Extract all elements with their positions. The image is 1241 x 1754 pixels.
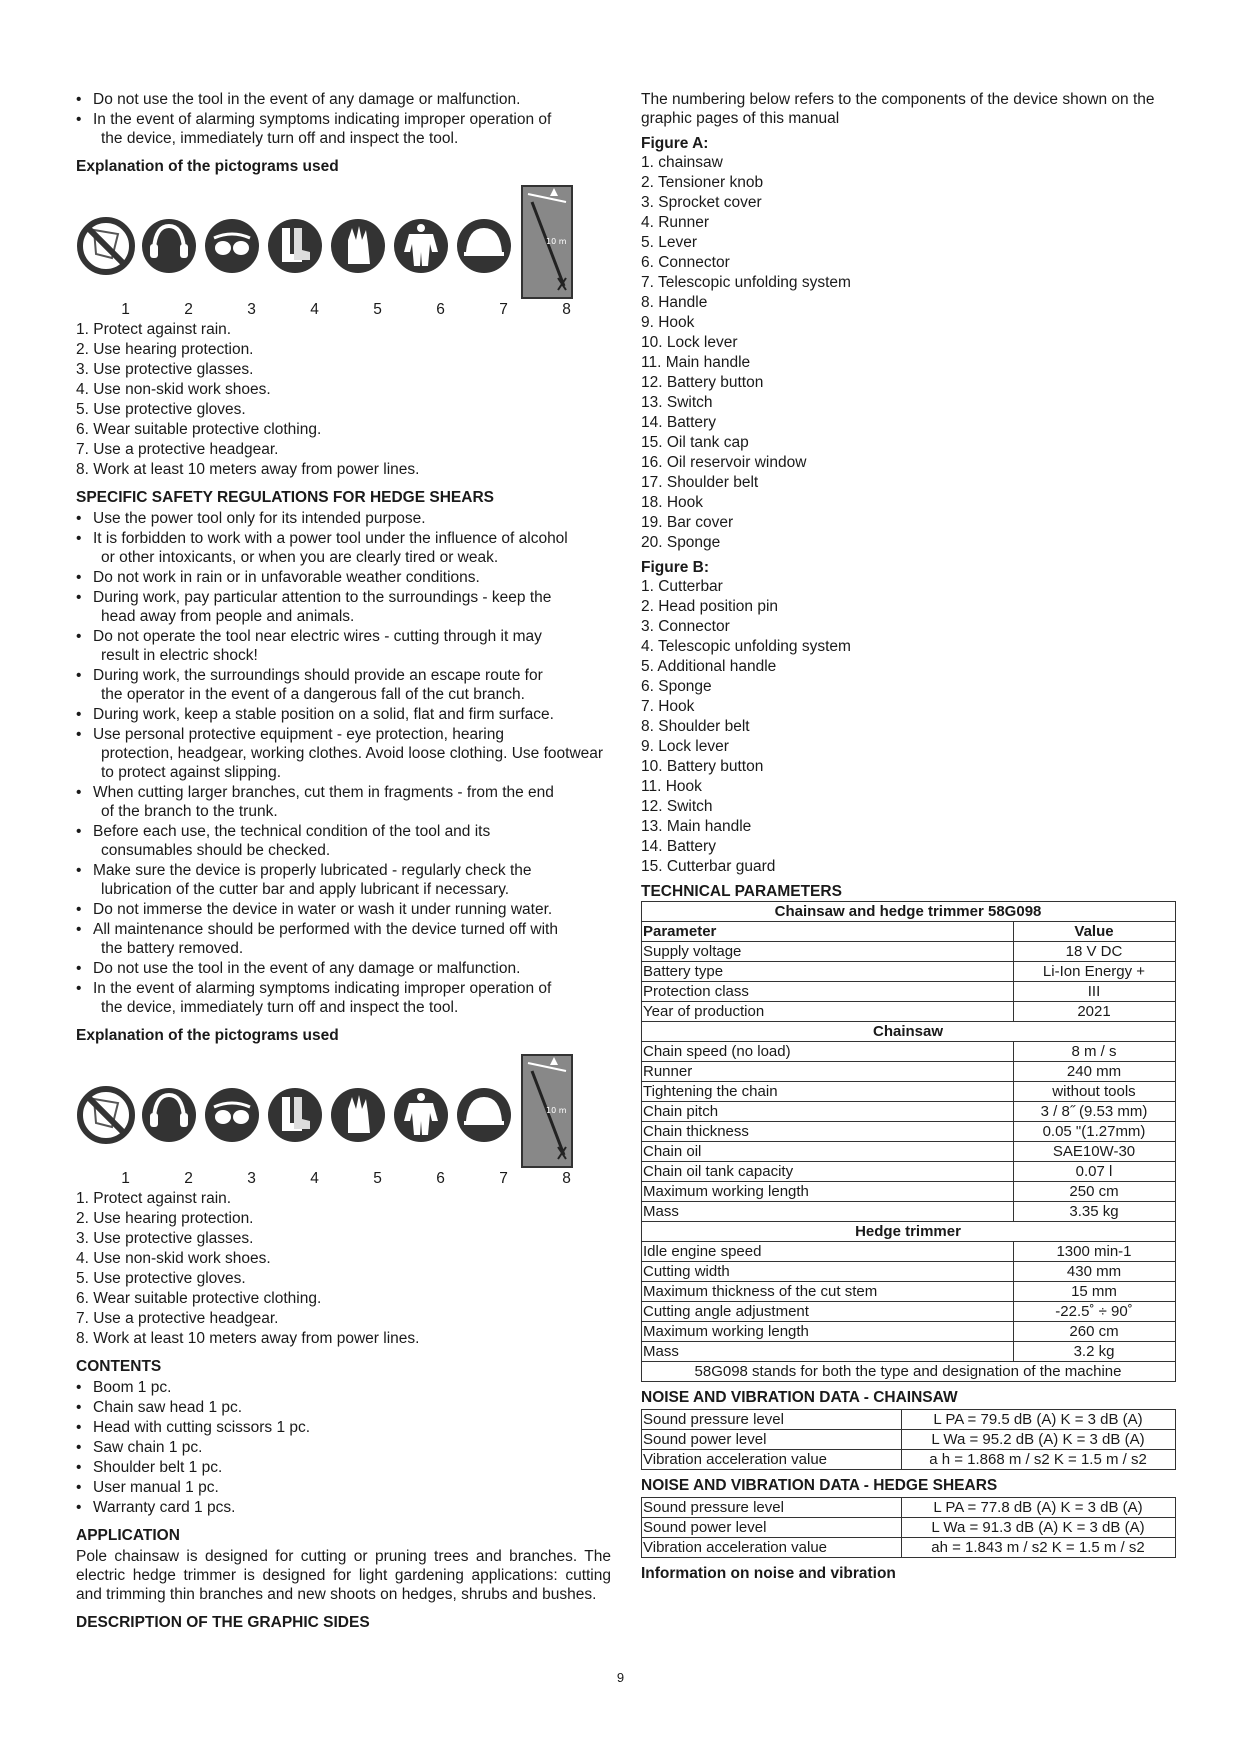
application-heading: APPLICATION bbox=[76, 1527, 180, 1544]
list-item: 17. Shoulder belt bbox=[641, 474, 759, 491]
list-item: 11. Hook bbox=[641, 778, 702, 795]
picto-number: 7 bbox=[499, 301, 508, 318]
pictogram-legend bbox=[76, 320, 611, 479]
picto-number: 6 bbox=[436, 301, 445, 318]
technical-parameters-heading: TECHNICAL PARAMETERS bbox=[641, 883, 842, 900]
list-item: • All maintenance should be performed with the device turned off with the battery removed. bbox=[76, 920, 611, 958]
noise-hedge-table bbox=[641, 1497, 1176, 1558]
list-item: 15. Cutterbar guard bbox=[641, 858, 776, 875]
list-item: • Saw chain 1 pc. bbox=[76, 1438, 611, 1457]
table-row: Runner 240 mm bbox=[642, 1062, 1176, 1082]
list-item: 8. Shoulder belt bbox=[641, 718, 750, 735]
table-row: Mass 3.35 kg bbox=[642, 1202, 1176, 1222]
table-footer: 58G098 stands for both the type and designation of the machine bbox=[642, 1362, 1176, 1382]
pictogram-numbers bbox=[76, 300, 611, 319]
page-number: 9 bbox=[616, 1670, 625, 1685]
list-item: • During work, pay particular attention to the surroundings - keep the head away from people and animals. bbox=[76, 588, 611, 626]
picto-number: 3 bbox=[247, 1170, 256, 1187]
list-item: 14. Battery bbox=[641, 838, 716, 855]
list-item: 16. Oil reservoir window bbox=[641, 454, 807, 471]
list-item: 1. Cutterbar bbox=[641, 578, 723, 595]
list-item: 8. Work at least 10 meters away from power lines. bbox=[76, 461, 420, 478]
list-item: • Head with cutting scissors 1 pc. bbox=[76, 1418, 611, 1437]
list-item: 7. Use a protective headgear. bbox=[76, 1310, 279, 1327]
table-row: Vibration acceleration value ah = 1.843 m / s2 K = 1.5 m / s2 bbox=[642, 1538, 1176, 1558]
figure-b-list bbox=[641, 577, 1176, 876]
list-item: • Do not operate the tool near electric wires - cutting through it may result in electric shock! bbox=[76, 627, 611, 665]
list-item: • Make sure the device is properly lubricated - regularly check the lubrication of the cutter bar and apply lubricant if necessary. bbox=[76, 861, 611, 899]
technical-parameters-table bbox=[641, 901, 1176, 1382]
noise-hedge-heading: NOISE AND VIBRATION DATA - HEDGE SHEARS bbox=[641, 1477, 998, 1494]
list-item: 2. Use hearing protection. bbox=[76, 1210, 254, 1227]
picto-number: 4 bbox=[310, 1170, 319, 1187]
list-item: 12. Battery button bbox=[641, 374, 764, 391]
table-section-label: Chainsaw bbox=[642, 1022, 1176, 1042]
list-item: • Do not immerse the device in water or wash it under running water. bbox=[76, 900, 611, 919]
table-row: Chain oil SAE10W-30 bbox=[642, 1142, 1176, 1162]
list-item: • Use the power tool only for its intended purpose. bbox=[76, 509, 611, 528]
figure-b-heading: Figure B: bbox=[641, 559, 710, 576]
list-item: 7. Hook bbox=[641, 698, 695, 715]
pictogram-legend bbox=[76, 1189, 611, 1348]
list-item: • When cutting larger branches, cut them in fragments - from the end of the branch to the trunk. bbox=[76, 783, 611, 821]
list-item: 1. Protect against rain. bbox=[76, 321, 232, 338]
table-row: Sound pressure level L PA = 79.5 dB (A) K = 3 dB (A) bbox=[642, 1410, 1176, 1430]
list-item: 19. Bar cover bbox=[641, 514, 734, 531]
list-item: 1. chainsaw bbox=[641, 154, 723, 171]
list-item: • In the event of alarming symptoms indicating improper operation of the device, immediately turn off and inspect the tool. bbox=[76, 979, 611, 1017]
list-item: 3. Use protective glasses. bbox=[76, 1230, 254, 1247]
list-item: 4. Telescopic unfolding system bbox=[641, 638, 851, 655]
list-item: 9. Hook bbox=[641, 314, 695, 331]
table-row: Supply voltage 18 V DC bbox=[642, 942, 1176, 962]
table-row: Chain pitch 3 / 8˝ (9.53 mm) bbox=[642, 1102, 1176, 1122]
noise-info-heading: Information on noise and vibration bbox=[641, 1565, 896, 1582]
list-item: • Warranty card 1 pcs. bbox=[76, 1498, 611, 1517]
list-item: 5. Additional handle bbox=[641, 658, 777, 675]
list-item: 7. Telescopic unfolding system bbox=[641, 274, 851, 291]
list-item: 2. Head position pin bbox=[641, 598, 779, 615]
table-row: Protection class III bbox=[642, 982, 1176, 1002]
picto-number: 8 bbox=[562, 301, 571, 318]
table-row: Sound power level L Wa = 91.3 dB (A) K = 3 dB (A) bbox=[642, 1518, 1176, 1538]
list-item: 8. Handle bbox=[641, 294, 708, 311]
pictogram-row bbox=[76, 182, 611, 302]
picto-number: 2 bbox=[184, 301, 193, 318]
list-item: 5. Use protective gloves. bbox=[76, 1270, 246, 1287]
list-item: 11. Main handle bbox=[641, 354, 751, 371]
list-item: • During work, the surroundings should provide an escape route for the operator in the event of a dangerous fall of the cut branch. bbox=[76, 666, 611, 704]
list-item: 4. Use non-skid work shoes. bbox=[76, 381, 271, 398]
noise-chainsaw-heading: NOISE AND VIBRATION DATA - CHAINSAW bbox=[641, 1389, 958, 1406]
list-item: 12. Switch bbox=[641, 798, 713, 815]
list-item: • Do not use the tool in the event of any damage or malfunction. bbox=[76, 90, 611, 109]
table-row: Battery type Li-Ion Energy + bbox=[642, 962, 1176, 982]
numbering-intro: The numbering below refers to the components of the device shown on the graphic pages of this manual bbox=[641, 91, 1155, 127]
pictograms-image bbox=[76, 1051, 576, 1171]
list-item: • It is forbidden to work with a power tool under the influence of alcohol or other intoxicants, or when you are clearly tired or weak. bbox=[76, 529, 611, 567]
left-column bbox=[76, 90, 611, 1634]
table-section-label: Hedge trimmer bbox=[642, 1222, 1176, 1242]
table-title: Chainsaw and hedge trimmer 58G098 bbox=[642, 902, 1176, 922]
list-item: 6. Sponge bbox=[641, 678, 712, 695]
list-item: 6. Wear suitable protective clothing. bbox=[76, 421, 322, 438]
list-item: 10. Lock lever bbox=[641, 334, 738, 351]
specific-safety-heading: SPECIFIC SAFETY REGULATIONS FOR HEDGE SHEARS bbox=[76, 489, 494, 506]
list-item: 2. Use hearing protection. bbox=[76, 341, 254, 358]
list-item: 5. Lever bbox=[641, 234, 698, 251]
table-row: Sound power level L Wa = 95.2 dB (A) K = 3 dB (A) bbox=[642, 1430, 1176, 1450]
list-item: 1. Protect against rain. bbox=[76, 1190, 232, 1207]
table-row: Maximum working length 260 cm bbox=[642, 1322, 1176, 1342]
pictograms-heading: Explanation of the pictograms used bbox=[76, 1027, 339, 1044]
table-row: Chain thickness 0.05 "(1.27mm) bbox=[642, 1122, 1176, 1142]
right-column bbox=[641, 90, 1176, 1583]
table-row: Maximum working length 250 cm bbox=[642, 1182, 1176, 1202]
table-row: Vibration acceleration value a h = 1.868 m / s2 K = 1.5 m / s2 bbox=[642, 1450, 1176, 1470]
list-item: 7. Use a protective headgear. bbox=[76, 441, 279, 458]
graphic-sides-heading: DESCRIPTION OF THE GRAPHIC SIDES bbox=[76, 1614, 370, 1631]
list-item: • Before each use, the technical condition of the tool and its consumables should be checked. bbox=[76, 822, 611, 860]
list-item: 13. Main handle bbox=[641, 818, 752, 835]
picto-number: 2 bbox=[184, 1170, 193, 1187]
application-text: Pole chainsaw is designed for cutting or pruning trees and branches. The electric hedge trimmer is designed for light gardening applications: cutting and trimming thin branches and new shoots on hedges, shrubs and bushes. bbox=[76, 1548, 611, 1603]
figure-a-heading: Figure A: bbox=[641, 135, 709, 152]
list-item: • Do not work in rain or in unfavorable weather conditions. bbox=[76, 568, 611, 587]
list-item: 4. Use non-skid work shoes. bbox=[76, 1250, 271, 1267]
contents-list bbox=[76, 1378, 611, 1517]
picto-number: 4 bbox=[310, 301, 319, 318]
picto-number: 1 bbox=[121, 301, 130, 318]
list-item: 18. Hook bbox=[641, 494, 704, 511]
picto-number: 8 bbox=[562, 1170, 571, 1187]
list-item: 6. Wear suitable protective clothing. bbox=[76, 1290, 322, 1307]
list-item: 6. Connector bbox=[641, 254, 730, 271]
list-item: • During work, keep a stable position on a solid, flat and firm surface. bbox=[76, 705, 611, 724]
table-row: Chain speed (no load) 8 m / s bbox=[642, 1042, 1176, 1062]
table-row: Idle engine speed 1300 min-1 bbox=[642, 1242, 1176, 1262]
list-item: 14. Battery bbox=[641, 414, 716, 431]
pictograms-image bbox=[76, 182, 576, 302]
table-row: Chain oil tank capacity 0.07 l bbox=[642, 1162, 1176, 1182]
list-item: • Do not use the tool in the event of any damage or malfunction. bbox=[76, 959, 611, 978]
list-item: 9. Lock lever bbox=[641, 738, 729, 755]
list-item: 10. Battery button bbox=[641, 758, 764, 775]
picto-number: 3 bbox=[247, 301, 256, 318]
picto-number: 1 bbox=[121, 1170, 130, 1187]
picto-number: 5 bbox=[373, 1170, 382, 1187]
intro-bullet-list bbox=[76, 90, 611, 148]
list-item: • Chain saw head 1 pc. bbox=[76, 1398, 611, 1417]
list-item: 20. Sponge bbox=[641, 534, 721, 551]
list-item: 3. Sprocket cover bbox=[641, 194, 762, 211]
list-item: 15. Oil tank cap bbox=[641, 434, 749, 451]
table-row: Parameter Value bbox=[642, 922, 1176, 942]
noise-chainsaw-table bbox=[641, 1409, 1176, 1470]
table-row: Cutting angle adjustment -22.5˚ ÷ 90˚ bbox=[642, 1302, 1176, 1322]
table-row: Year of production 2021 bbox=[642, 1002, 1176, 1022]
pictogram-row bbox=[76, 1051, 611, 1171]
list-item: 3. Connector bbox=[641, 618, 730, 635]
list-item: 8. Work at least 10 meters away from power lines. bbox=[76, 1330, 420, 1347]
list-item: • User manual 1 pc. bbox=[76, 1478, 611, 1497]
pictograms-heading: Explanation of the pictograms used bbox=[76, 158, 339, 175]
list-item: • Use personal protective equipment - eye protection, hearing protection, headgear, working clothes. Avoid loose clothing. Use footwear to protect against slipping. bbox=[76, 725, 611, 782]
list-item: • Boom 1 pc. bbox=[76, 1378, 611, 1397]
list-item: 4. Runner bbox=[641, 214, 710, 231]
specific-safety-list bbox=[76, 509, 611, 1017]
list-item: • In the event of alarming symptoms indicating improper operation of the device, immediately turn off and inspect the tool. bbox=[76, 110, 611, 148]
table-row: Mass 3.2 kg bbox=[642, 1342, 1176, 1362]
contents-heading: CONTENTS bbox=[76, 1358, 162, 1375]
list-item: 2. Tensioner knob bbox=[641, 174, 764, 191]
list-item: 13. Switch bbox=[641, 394, 713, 411]
list-item: 3. Use protective glasses. bbox=[76, 361, 254, 378]
table-row: Sound pressure level L PA = 77.8 dB (A) K = 3 dB (A) bbox=[642, 1498, 1176, 1518]
figure-a-list bbox=[641, 153, 1176, 552]
picto-number: 6 bbox=[436, 1170, 445, 1187]
table-row: Tightening the chain without tools bbox=[642, 1082, 1176, 1102]
picto-number: 5 bbox=[373, 301, 382, 318]
table-row: Maximum thickness of the cut stem 15 mm bbox=[642, 1282, 1176, 1302]
picto-number: 7 bbox=[499, 1170, 508, 1187]
pictogram-numbers bbox=[76, 1169, 611, 1188]
list-item: 5. Use protective gloves. bbox=[76, 401, 246, 418]
table-row: Cutting width 430 mm bbox=[642, 1262, 1176, 1282]
list-item: • Shoulder belt 1 pc. bbox=[76, 1458, 611, 1477]
